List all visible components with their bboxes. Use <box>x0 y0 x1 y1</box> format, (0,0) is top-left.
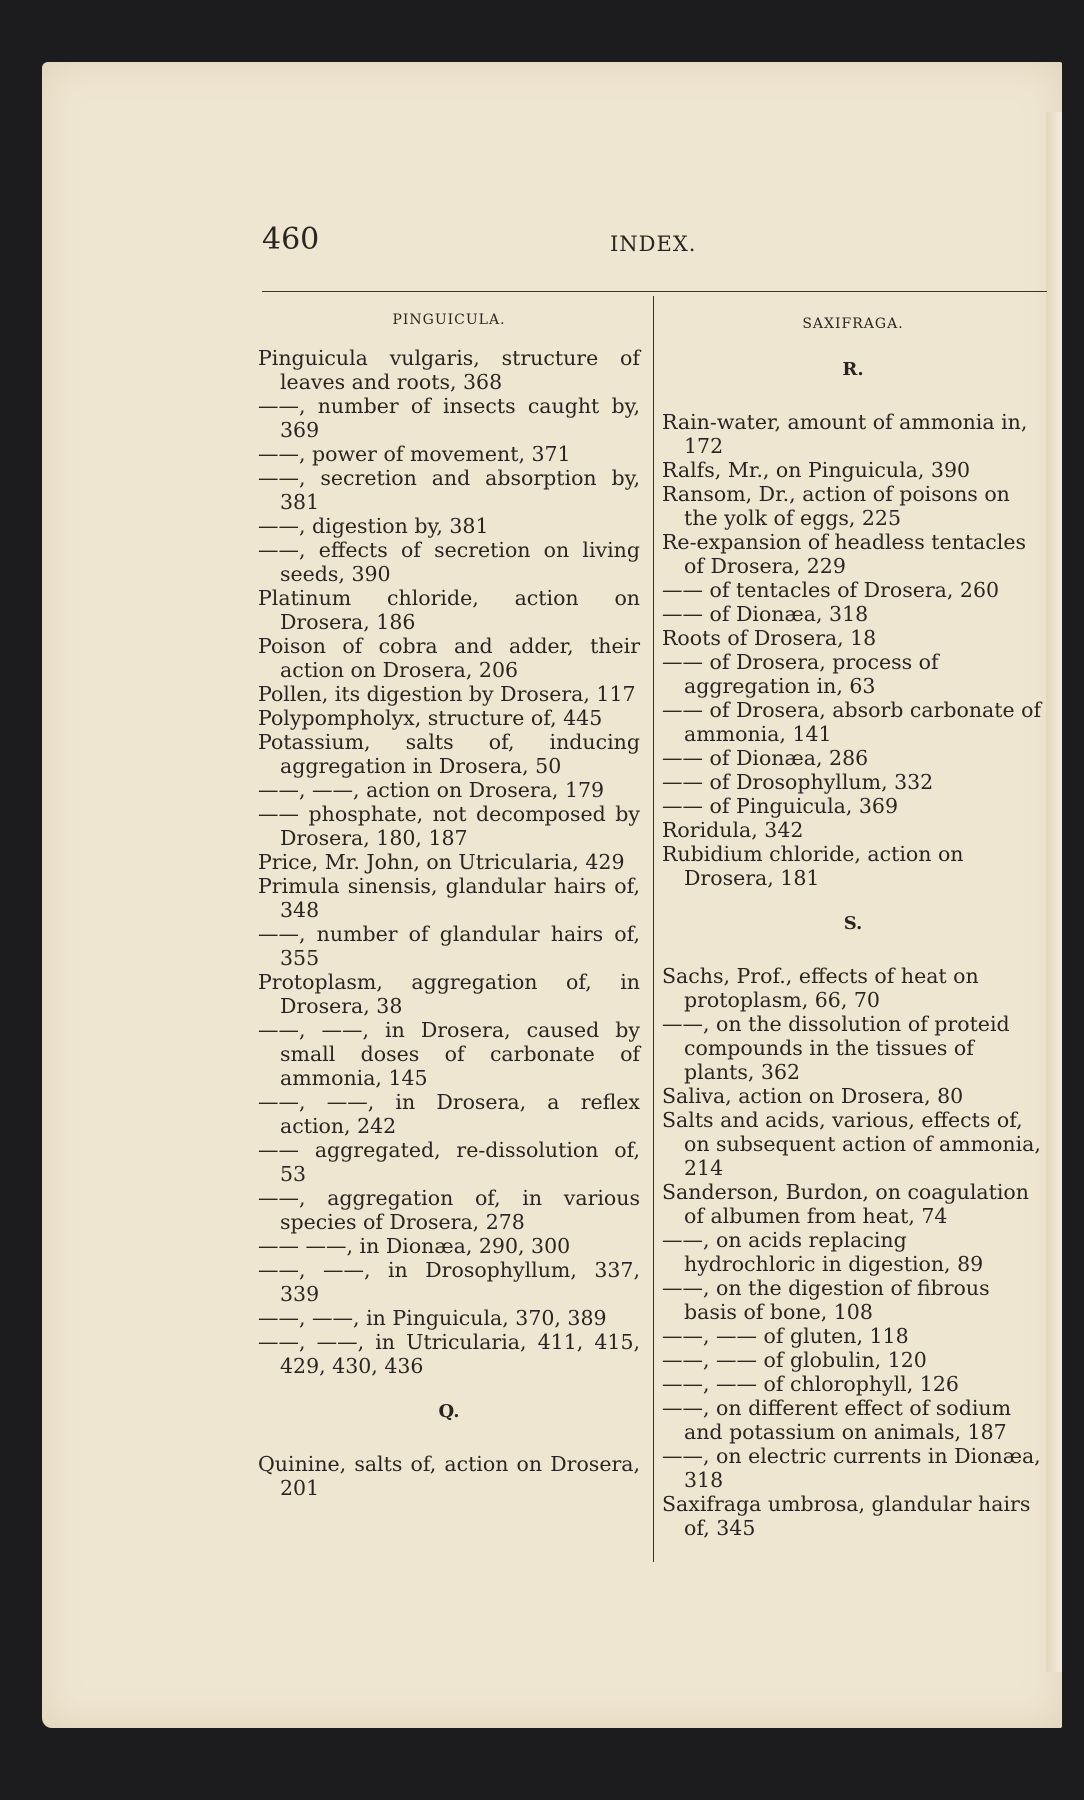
index-entry: ——, ——, action on Drosera, 179 <box>258 778 605 802</box>
index-entry: ——, effects of secretion on living seeds, 390 <box>258 538 640 586</box>
index-entry: Ralfs, Mr., on Pinguicula, 390 <box>662 458 971 482</box>
index-entry: Roridula, 342 <box>662 818 804 842</box>
index-entry: —— phosphate, not decomposed by Drosera, 180, 187 <box>258 802 640 850</box>
index-entry: —— of Dionæa, 286 <box>662 746 869 770</box>
index-entry: ——, on the dissolution of proteid compounds in the tissues of plants, 362 <box>662 1012 1010 1084</box>
index-entry: —— of Pinguicula, 369 <box>662 794 899 818</box>
index-entry: —— aggregated, re-dissolution of, 53 <box>258 1138 640 1186</box>
index-entry: —— of Drosophyllum, 332 <box>662 770 934 794</box>
left-entries <box>258 346 640 1378</box>
index-entry: Sanderson, Burdon, on coagulation of albumen from heat, 74 <box>662 1180 1029 1228</box>
index-entry: Saxifraga umbrosa, glandular hairs of, 345 <box>662 1492 1031 1540</box>
index-entry: ——, —— of gluten, 118 <box>662 1324 909 1348</box>
index-entry: ——, aggregation of, in various species of Drosera, 278 <box>258 1186 640 1234</box>
index-entry: ——, ——, in Drosera, a reflex action, 242 <box>258 1090 640 1138</box>
index-entry: ——, ——, in Pinguicula, 370, 389 <box>258 1306 607 1330</box>
index-entry: ——, number of glandular hairs of, 355 <box>258 922 640 970</box>
index-entry: —— ——, in Dionæa, 290, 300 <box>258 1234 571 1258</box>
page-title: INDEX. <box>610 232 697 256</box>
index-entry: Salts and acids, various, effects of, on subsequent action of ammonia, 214 <box>662 1108 1041 1180</box>
index-entry: ——, on acids replacing hydrochloric in digestion, 89 <box>662 1228 984 1276</box>
index-entry: ——, —— of chlorophyll, 126 <box>662 1372 959 1396</box>
index-entry: ——, secretion and absorption by, 381 <box>258 466 640 514</box>
index-entry: Potassium, salts of, inducing aggregation in Drosera, 50 <box>258 730 640 778</box>
index-entry: —— of Dionæa, 318 <box>662 602 869 626</box>
section-letter-q: Q. <box>438 1401 460 1422</box>
index-entry: ——, power of movement, 371 <box>258 442 571 466</box>
index-entry: Sachs, Prof., effects of heat on protoplasm, 66, 70 <box>662 964 979 1012</box>
index-entry: ——, ——, in Drosophyllum, 337, 339 <box>258 1258 640 1306</box>
index-entry: ——, on the digestion of fibrous basis of bone, 108 <box>662 1276 990 1324</box>
index-entry: Ransom, Dr., action of poisons on the yolk of eggs, 225 <box>662 482 1010 530</box>
page-number: 460 <box>262 222 320 257</box>
column-divider <box>653 296 654 1562</box>
index-entry: Roots of Drosera, 18 <box>662 626 877 650</box>
index-entry: ——, digestion by, 381 <box>258 514 489 538</box>
index-entry: Saliva, action on Drosera, 80 <box>662 1084 964 1108</box>
index-entry: ——, number of insects caught by, 369 <box>258 394 640 442</box>
page-edge <box>1046 112 1062 1672</box>
index-entry: ——, —— of globulin, 120 <box>662 1348 927 1372</box>
index-entry: Re-expansion of headless tentacles of Drosera, 229 <box>662 530 1026 578</box>
index-entry: ——, ——, in Drosera, caused by small doses of carbonate of ammonia, 145 <box>258 1018 640 1090</box>
header-rule <box>262 291 1047 292</box>
index-entry: Pinguicula vulgaris, structure of leaves and roots, 368 <box>258 346 640 394</box>
index-entry: —— of Drosera, process of aggregation in, 63 <box>662 650 939 698</box>
left-running-head: PINGUICULA. <box>392 312 506 328</box>
index-entry: Quinine, salts of, action on Drosera, 201 <box>258 1452 640 1500</box>
index-entry: Rain-water, amount of ammonia in, 172 <box>662 410 1028 458</box>
index-entry: Poison of cobra and adder, their action on Drosera, 206 <box>258 634 640 682</box>
index-entry: ——, on electric currents in Dionæa, 318 <box>662 1444 1041 1492</box>
index-entry: Rubidium chloride, action on Drosera, 181 <box>662 842 964 890</box>
right-running-head: SAXIFRAGA. <box>802 316 904 332</box>
index-entry: Protoplasm, aggregation of, in Drosera, 38 <box>258 970 640 1018</box>
left-column <box>258 308 640 1500</box>
index-entry: ——, on different effect of sodium and potassium on animals, 187 <box>662 1396 1012 1444</box>
section-letter-s: S. <box>843 913 863 934</box>
index-entry: —— of tentacles of Drosera, 260 <box>662 578 1000 602</box>
index-entry: ——, ——, in Utricularia, 411, 415, 429, 430, 436 <box>258 1330 640 1378</box>
right-column <box>662 312 1044 1540</box>
index-entry: Polypompholyx, structure of, 445 <box>258 706 603 730</box>
index-entry: —— of Drosera, absorb carbonate of ammonia, 141 <box>662 698 1042 746</box>
index-entry: Primula sinensis, glandular hairs of, 348 <box>258 874 640 922</box>
section-letter-r: R. <box>842 359 864 380</box>
index-entry: Pollen, its digestion by Drosera, 117 <box>258 682 636 706</box>
index-entry: Price, Mr. John, on Utricularia, 429 <box>258 850 625 874</box>
index-entry: Platinum chloride, action on Drosera, 186 <box>258 586 640 634</box>
